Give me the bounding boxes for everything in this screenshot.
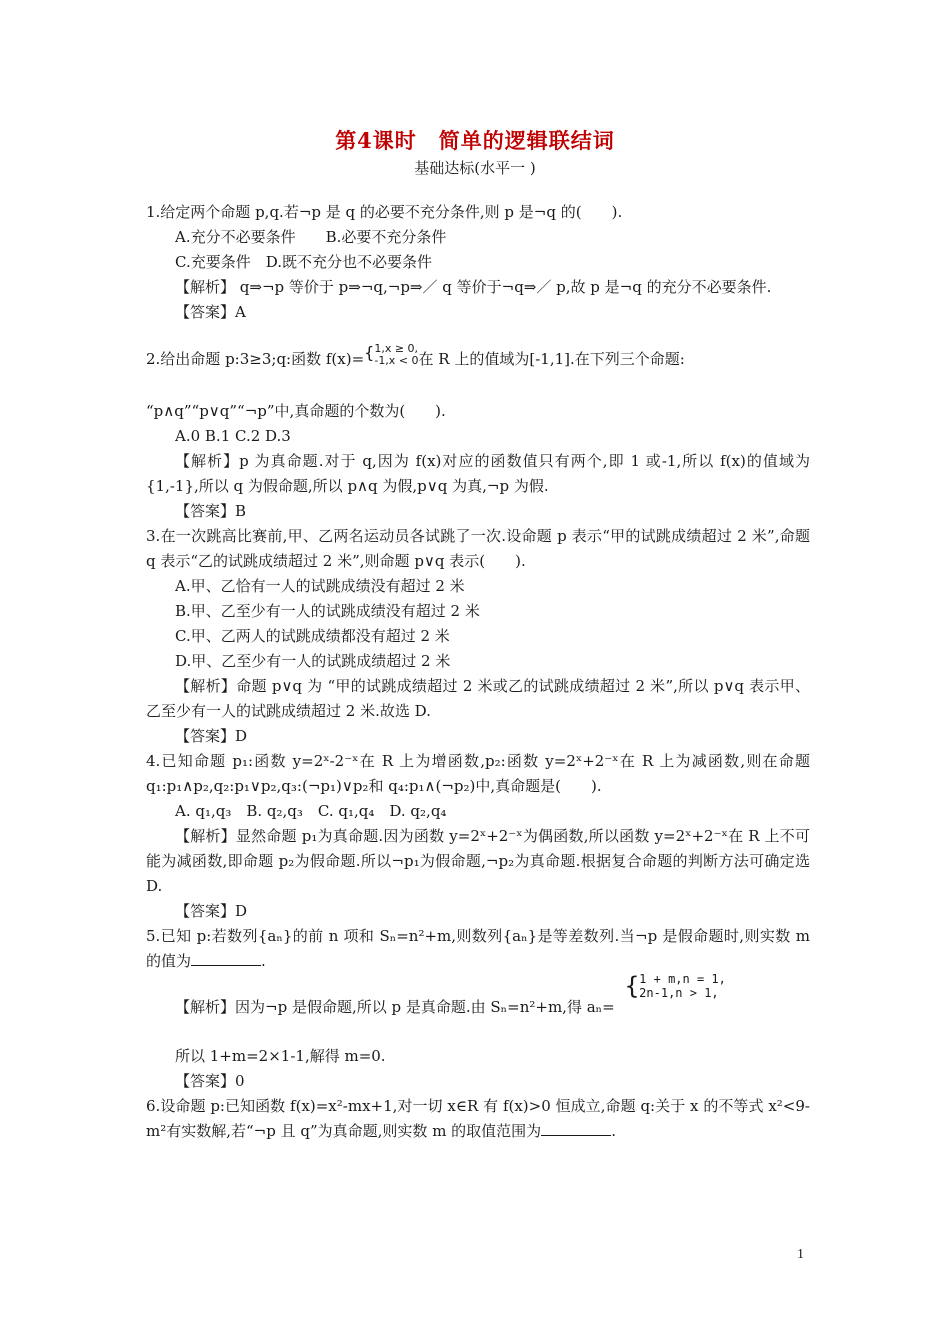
question-1 (146, 200, 810, 325)
q6-stem (146, 1094, 810, 1144)
q3-option-b: B.甲、乙至少有一人的试跳成绩没有超过 2 米 (175, 602, 480, 620)
q1-analysis: 【解析】 q⇒¬p 等价于 p⇒¬q,¬p⇒／ q 等价于¬q⇒／ p,故 p 是¬q 的充分不必要条件. (175, 278, 772, 296)
q5-stem-end: . (261, 952, 266, 970)
q1-stem: 1.给定两个命题 p,q.若¬p 是 q 的必要不充分条件,则 p 是¬q 的( ). (146, 203, 623, 221)
question-3 (146, 524, 810, 749)
q4-analysis: 【解析】显然命题 p₁为真命题.因为函数 y=2ˣ+2⁻ˣ为偶函数,所以函数 y=2ˣ+2⁻ˣ在 R 上不可能为减函数,即命题 p₂为假命题.所以¬p₁为假命题,¬p₂为真命题.根据复合命题的判断方法可确定选 D. (146, 827, 810, 895)
q4-stem: 4.已知命题 p₁:函数 y=2ˣ-2⁻ˣ在 R 上为增函数,p₂:函数 y=2ˣ+2⁻ˣ在 R 上为减函数,则在命题 q₁:p₁∧p₂,q₂:p₁∨p₂,q₃:(¬p₁)∨p₂和 q₄:p₁∧(¬p₂)中,真命题是( ). (146, 752, 810, 795)
q2-stem-b: 在 R 上的值域为[-1,1].在下列三个命题: (418, 350, 685, 368)
q3-option-d: D.甲、乙至少有一人的试跳成绩超过 2 米 (175, 652, 451, 670)
q5-answer: 【答案】0 (175, 1072, 245, 1090)
q5-follow: 所以 1+m=2×1-1,解得 m=0. (175, 1047, 386, 1065)
q5-case-2: 2n-1,n > 1, (639, 986, 719, 1000)
q5-answer-blank (191, 951, 261, 966)
q6-answer-blank (541, 1121, 611, 1136)
q5-case-1: 1 + m,n = 1, (639, 972, 726, 986)
q3-answer: 【答案】D (175, 727, 248, 745)
page-subtitle: 基础达标(水平一 ) (414, 159, 536, 177)
q1-options-ab: A.充分不必要条件 B.必要不充分条件 (175, 228, 447, 246)
q2-case-2: -1,x < 0 (374, 354, 419, 367)
q2-analysis: 【解析】p 为真命题.对于 q,因为 f(x)对应的函数值只有两个,即 1 或-1,所以 f(x)的值域为{1,-1},所以 q 为假命题,所以 p∧q 为假,p∨q 为真,¬p 为假. (146, 452, 810, 495)
q4-options: A. q₁,q₃ B. q₂,q₃ C. q₁,q₄ D. q₂,q₄ (175, 802, 447, 820)
question-list (146, 200, 810, 1144)
q2-case-1: 1,x ≥ 0, (374, 342, 419, 355)
q6-stem-text: 6.设命题 p:已知函数 f(x)=x²-mx+1,对一切 x∈R 有 f(x)>0 恒成立,命题 q:关于 x 的不等式 x²<9-m²有实数解,若“¬p 且 q”为真命题,则实数 m 的取值范围为 (146, 1097, 810, 1140)
question-6 (146, 1094, 810, 1144)
question-5 (146, 924, 810, 1094)
page-number: 1 (797, 1247, 804, 1262)
q2-answer: 【答案】B (175, 502, 247, 520)
spacer (146, 1034, 810, 1044)
q2-stem-c: “p∧q”“p∨q”“¬p”中,真命题的个数为( ). (146, 402, 446, 420)
q6-stem-end: . (611, 1122, 616, 1140)
q5-stem-text: 5.已知 p:若数列{aₙ}的前 n 项和 Sₙ=n²+m,则数列{aₙ}是等差数列.当¬p 是假命题时,则实数 m 的值为 (146, 927, 810, 970)
q2-piecewise: {1,x ≥ 0, -1,x < 0 (364, 342, 419, 367)
q5-analysis (146, 972, 810, 1034)
q5-stem (146, 924, 810, 974)
q1-answer: 【答案】A (175, 303, 246, 321)
question-2 (146, 342, 810, 524)
q4-answer: 【答案】D (175, 902, 248, 920)
q2-stem (146, 342, 810, 377)
spacer (146, 377, 810, 399)
q1-options-cd: C.充要条件 D.既不充分也不必要条件 (175, 253, 432, 271)
q5-piecewise: {1 + m,n = 1, 2n-1,n > 1, (624, 972, 726, 1000)
page-title: 第4课时 简单的逻辑联结词 (335, 128, 615, 153)
q3-analysis: 【解析】命题 p∨q 为 “甲的试跳成绩超过 2 米或乙的试跳成绩超过 2 米”,所以 p∨q 表示甲、乙至少有一人的试跳成绩超过 2 米.故选 D. (146, 677, 810, 720)
q3-stem: 3.在一次跳高比赛前,甲、乙两名运动员各试跳了一次.设命题 p 表示“甲的试跳成绩超过 2 米”,命题 q 表示“乙的试跳成绩超过 2 米”,则命题 p∨q 表示( ). (146, 527, 810, 570)
q2-options: A.0 B.1 C.2 D.3 (175, 427, 291, 445)
q2-stem-a: 2.给出命题 p:3≥3;q:函数 f(x)= (146, 350, 365, 368)
q3-option-c: C.甲、乙两人的试跳成绩都没有超过 2 米 (175, 627, 450, 645)
q3-option-a: A.甲、乙恰有一人的试跳成绩没有超过 2 米 (175, 577, 465, 595)
question-4 (146, 749, 810, 924)
q5-analysis-text: 【解析】因为¬p 是假命题,所以 p 是真命题.由 Sₙ=n²+m,得 aₙ= (175, 998, 615, 1016)
